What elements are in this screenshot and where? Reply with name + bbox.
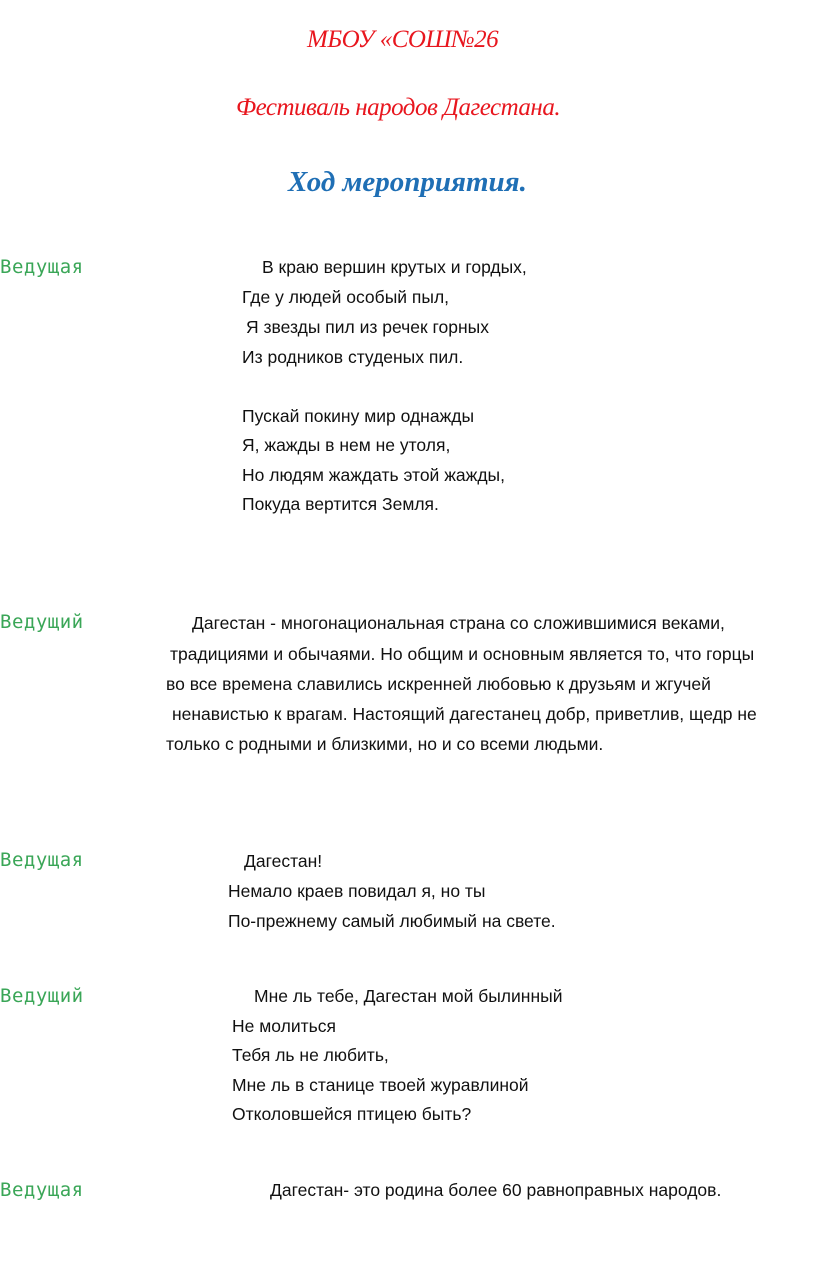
prose-line: традициями и обычаями. Но общим и основным является то, что горцы (170, 644, 755, 664)
verse-line: Покуда вертится Земля. (242, 494, 439, 514)
verse-line: Дагестан! (244, 851, 323, 871)
verse-line: Из родников студеных пил. (242, 347, 464, 367)
speaker-label: Ведущая (0, 1179, 84, 1201)
school-title: МБОУ «СОШ№26 (307, 26, 499, 53)
verse-line: Пускай покину мир однажды (242, 406, 475, 426)
section-title: Ход мероприятия. (288, 166, 527, 198)
speaker-label: Ведущая (0, 256, 84, 278)
verse-line: Где у людей особый пыл, (242, 287, 450, 307)
verse-line: Мне ль тебе, Дагестан мой былинный (254, 986, 563, 1006)
verse-line: Тебя ль не любить, (232, 1045, 389, 1065)
verse-line: Немало краев повидал я, но ты (228, 881, 486, 901)
event-title: Фестиваль народов Дагестана. (236, 94, 561, 121)
speaker-label: Ведущий (0, 985, 84, 1007)
prose-line: Дагестан- это родина более 60 равноправных народов. (270, 1180, 722, 1200)
verse-line: В краю вершин крутых и гордых, (262, 257, 527, 277)
prose-line: во все времена славились искренней любовью к друзьям и жгучей (166, 674, 711, 694)
verse-line: Мне ль в станице твоей журавлиной (232, 1075, 529, 1095)
prose-line: Дагестан - многонациональная страна со сложившимися веками, (192, 613, 725, 633)
verse-line: Я, жажды в нем не утоля, (242, 435, 451, 455)
verse-line: Я звезды пил из речек горных (246, 317, 489, 337)
prose-line: только с родными и близкими, но и со всеми людьми. (166, 734, 604, 754)
verse-line: По-прежнему самый любимый на свете. (228, 911, 556, 931)
speaker-label: Ведущая (0, 849, 84, 871)
verse-line: Отколовшейся птицею быть? (232, 1104, 472, 1124)
speaker-label: Ведущий (0, 611, 84, 633)
prose-line: ненавистью к врагам. Настоящий дагестанец добр, приветлив, щедр не (172, 704, 757, 724)
verse-line: Не молиться (232, 1016, 336, 1036)
verse-line: Но людям жаждать этой жажды, (242, 465, 505, 485)
